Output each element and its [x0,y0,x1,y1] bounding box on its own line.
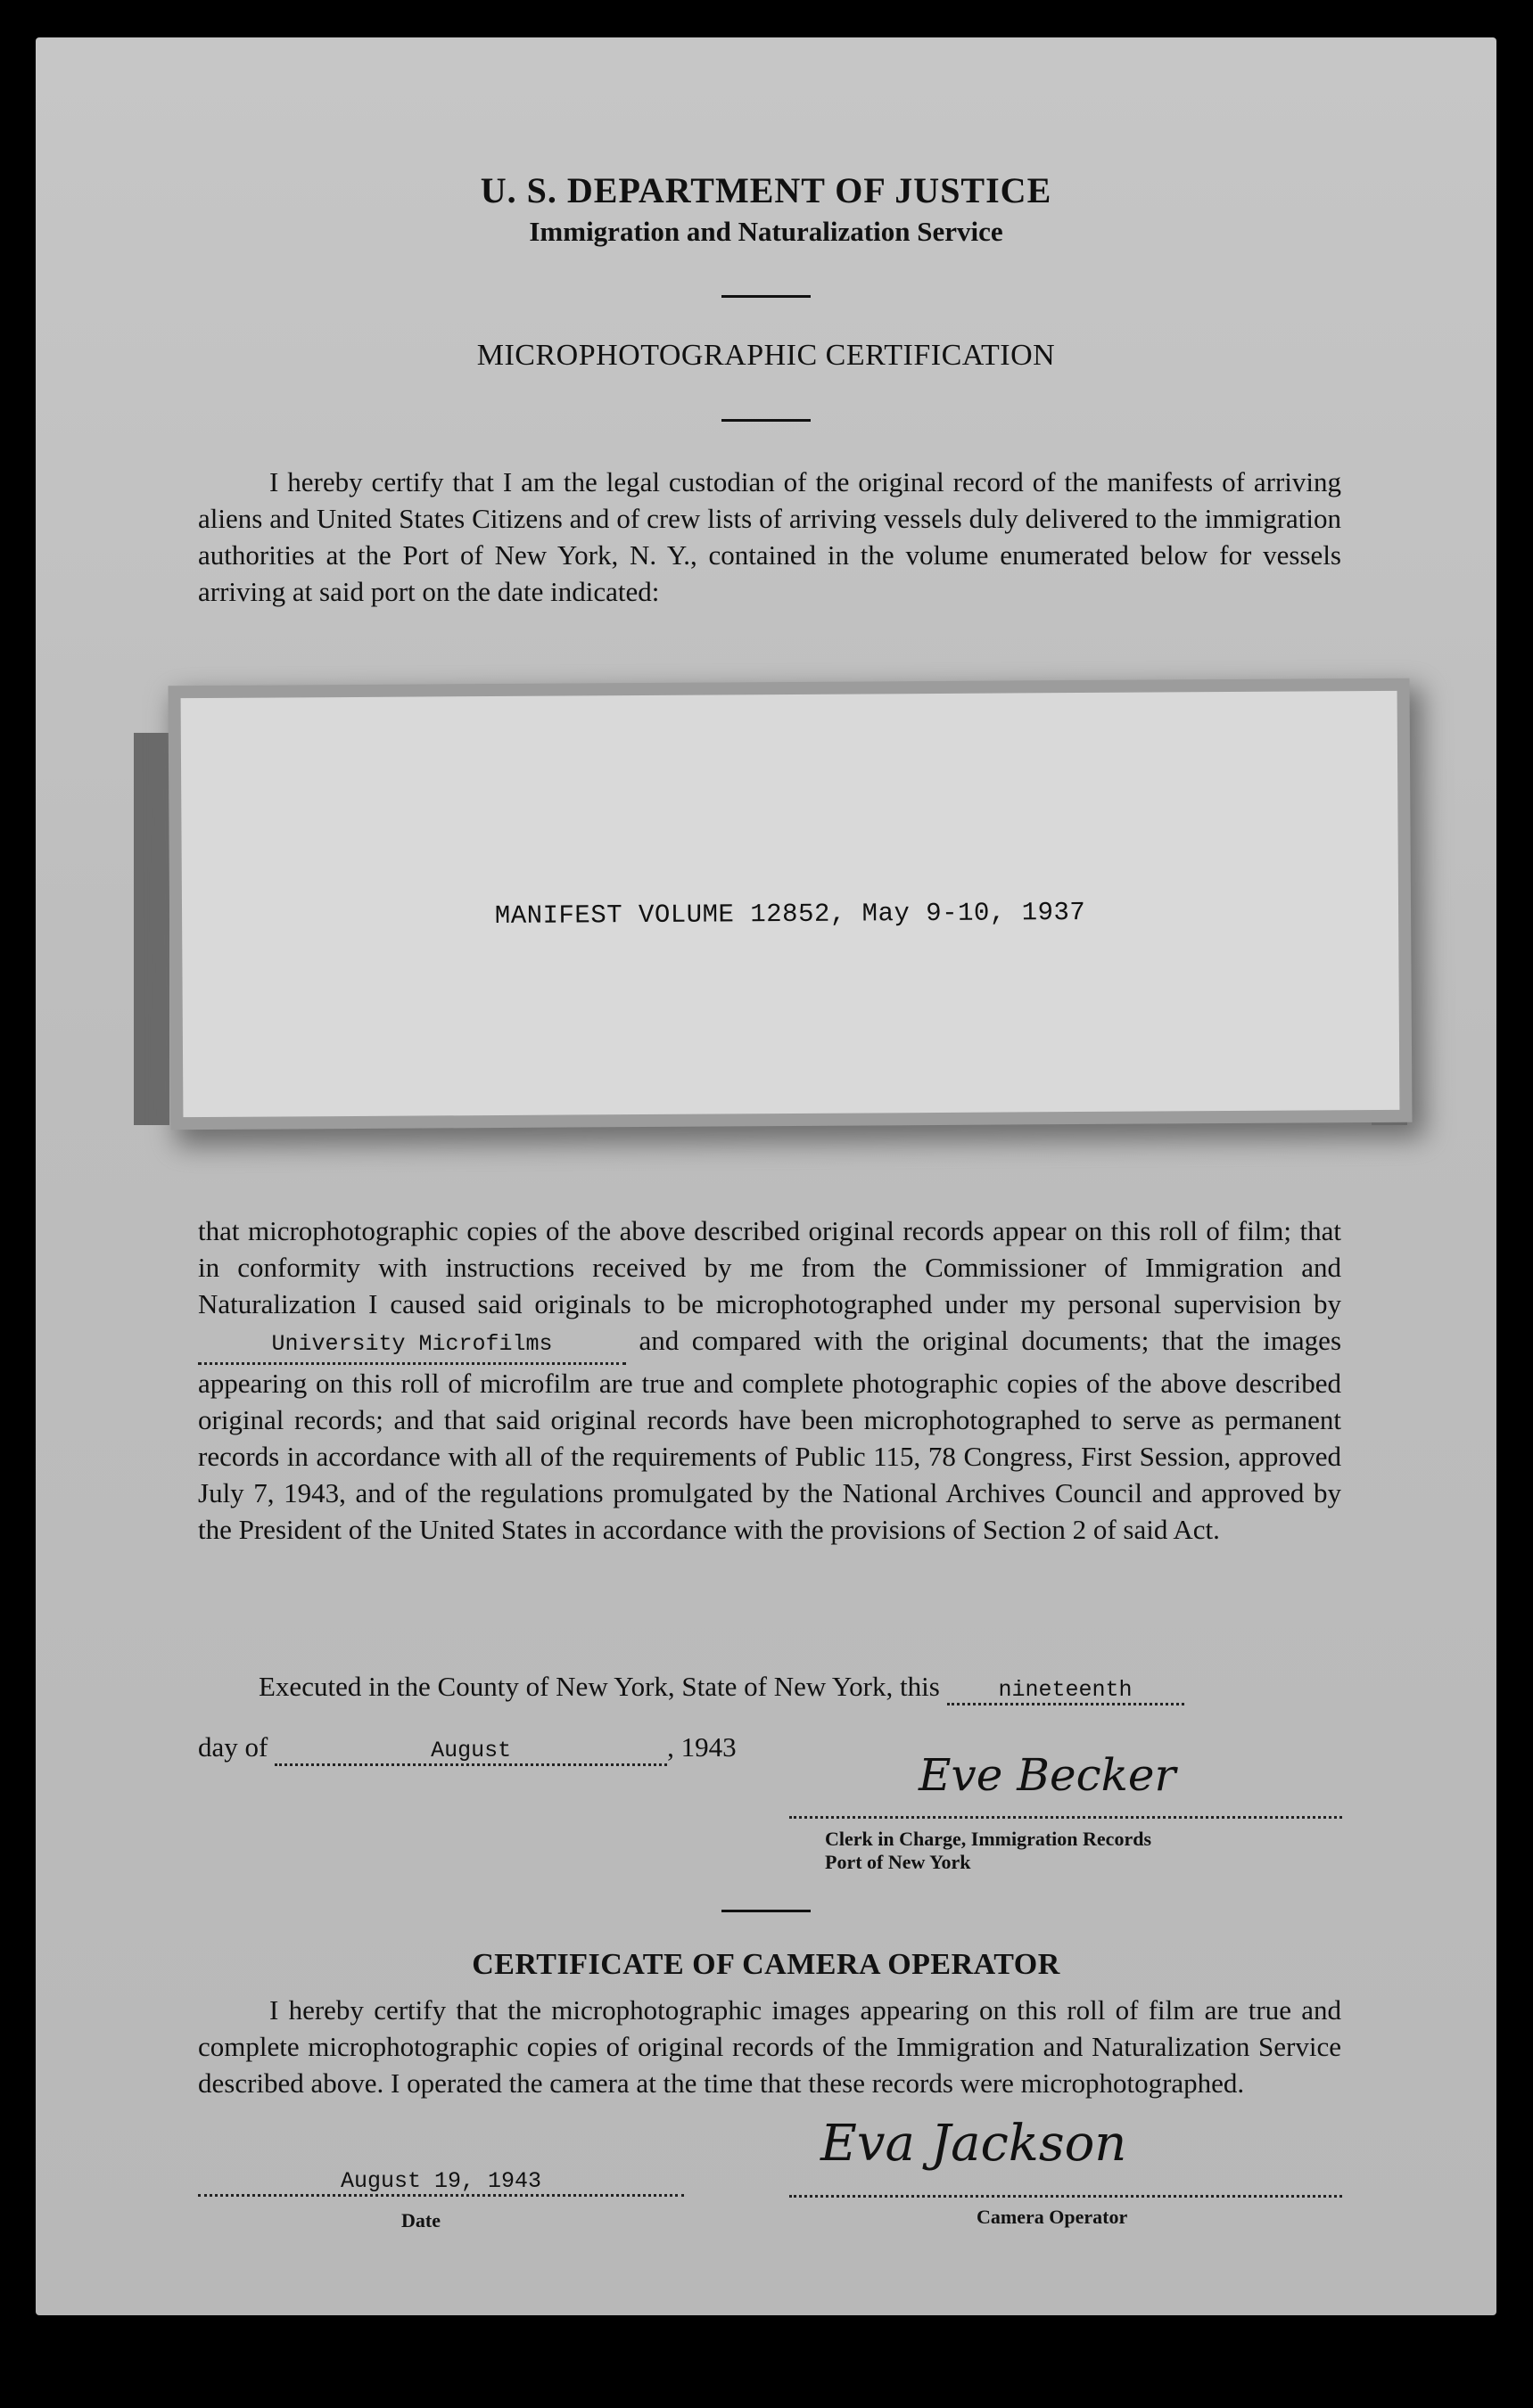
execution-text: Executed in the County of New York, State of New York, this [259,1671,940,1702]
intro-paragraph: I hereby certify that I am the legal custodian of the original record of the manifests of arriving aliens and United States Citizens and of crew lists of arriving vessels duly delivered to the immigration authorities at the Port of New York, N. Y., contained in the volume enumerated below for vessels arriving at said port on the date indicated: [198,466,1341,607]
camera-certificate-title: CERTIFICATE OF CAMERA OPERATOR [472,1948,1060,1981]
month-field: August [275,1738,667,1766]
divider-3 [721,1910,811,1912]
operator-signature: Eva Jackson [820,2115,1127,2173]
clerk-signature: Eve Becker [919,1749,1176,1801]
date-line [198,1731,737,1766]
clerk-title-line1: Clerk in Charge, Immigration Records [825,1828,1152,1850]
year-text: , 1943 [667,1731,737,1763]
pasted-manifest-label [181,691,1400,1117]
clerk-title-line2: Port of New York [825,1851,971,1873]
body-part1: that microphotographic copies of the above described original records appear on this roll of film; that in conformity with instructions received by me from the Commissioner of Immigration and Naturalization I caused said originals to be microphotographed under my personal supervision by [198,1215,1341,1319]
body-part2: and compared with the original documents; that the images appearing on this roll of microfilm are true and complete photographic copies of the above described original records; and that said original records have been microphotographed to serve as permanent records in accordance with all of the requirements of Public 115, 78 Congress, First Session, approved July 7, 1943, and of the regulations promulgated by the National Archives Council and approved by the President of the United States in accordance with the provisions of Section 2 of said Act. [198,1325,1342,1545]
divider-2 [721,419,811,422]
service-subtitle: Immigration and Naturalization Service [529,216,1003,247]
camera-operator-label: Camera Operator [977,2206,1128,2228]
clerk-signature-line [789,1816,1342,1819]
operator-signature-line [789,2195,1342,2198]
day-of-label: day of [198,1731,268,1763]
photographer-field: University Microfilms [198,1326,626,1365]
day-field: nineteenth [947,1677,1184,1705]
certificate-sheet [36,37,1496,2315]
camera-paragraph: I hereby certify that the microphotographic images appearing on this roll of film are true and complete microphotographic copies of original records of the Immigration and Naturalization Service described above. I operated the camera at the time that these records were microphotographed. [198,1994,1341,2099]
certification-title: MICROPHOTOGRAPHIC CERTIFICATION [476,339,1056,372]
department-title: U. S. DEPARTMENT OF JUSTICE [480,170,1052,210]
camera-date-label: Date [401,2209,441,2231]
body-paragraph [198,1212,1341,1548]
camera-date-field: August 19, 1943 [198,2168,684,2197]
execution-line [259,1671,1341,1705]
pasted-label-shadow-left [134,733,169,1125]
manifest-volume-text: MANIFEST VOLUME 12852, May 9-10, 1937 [494,897,1086,932]
divider-top [721,295,811,298]
